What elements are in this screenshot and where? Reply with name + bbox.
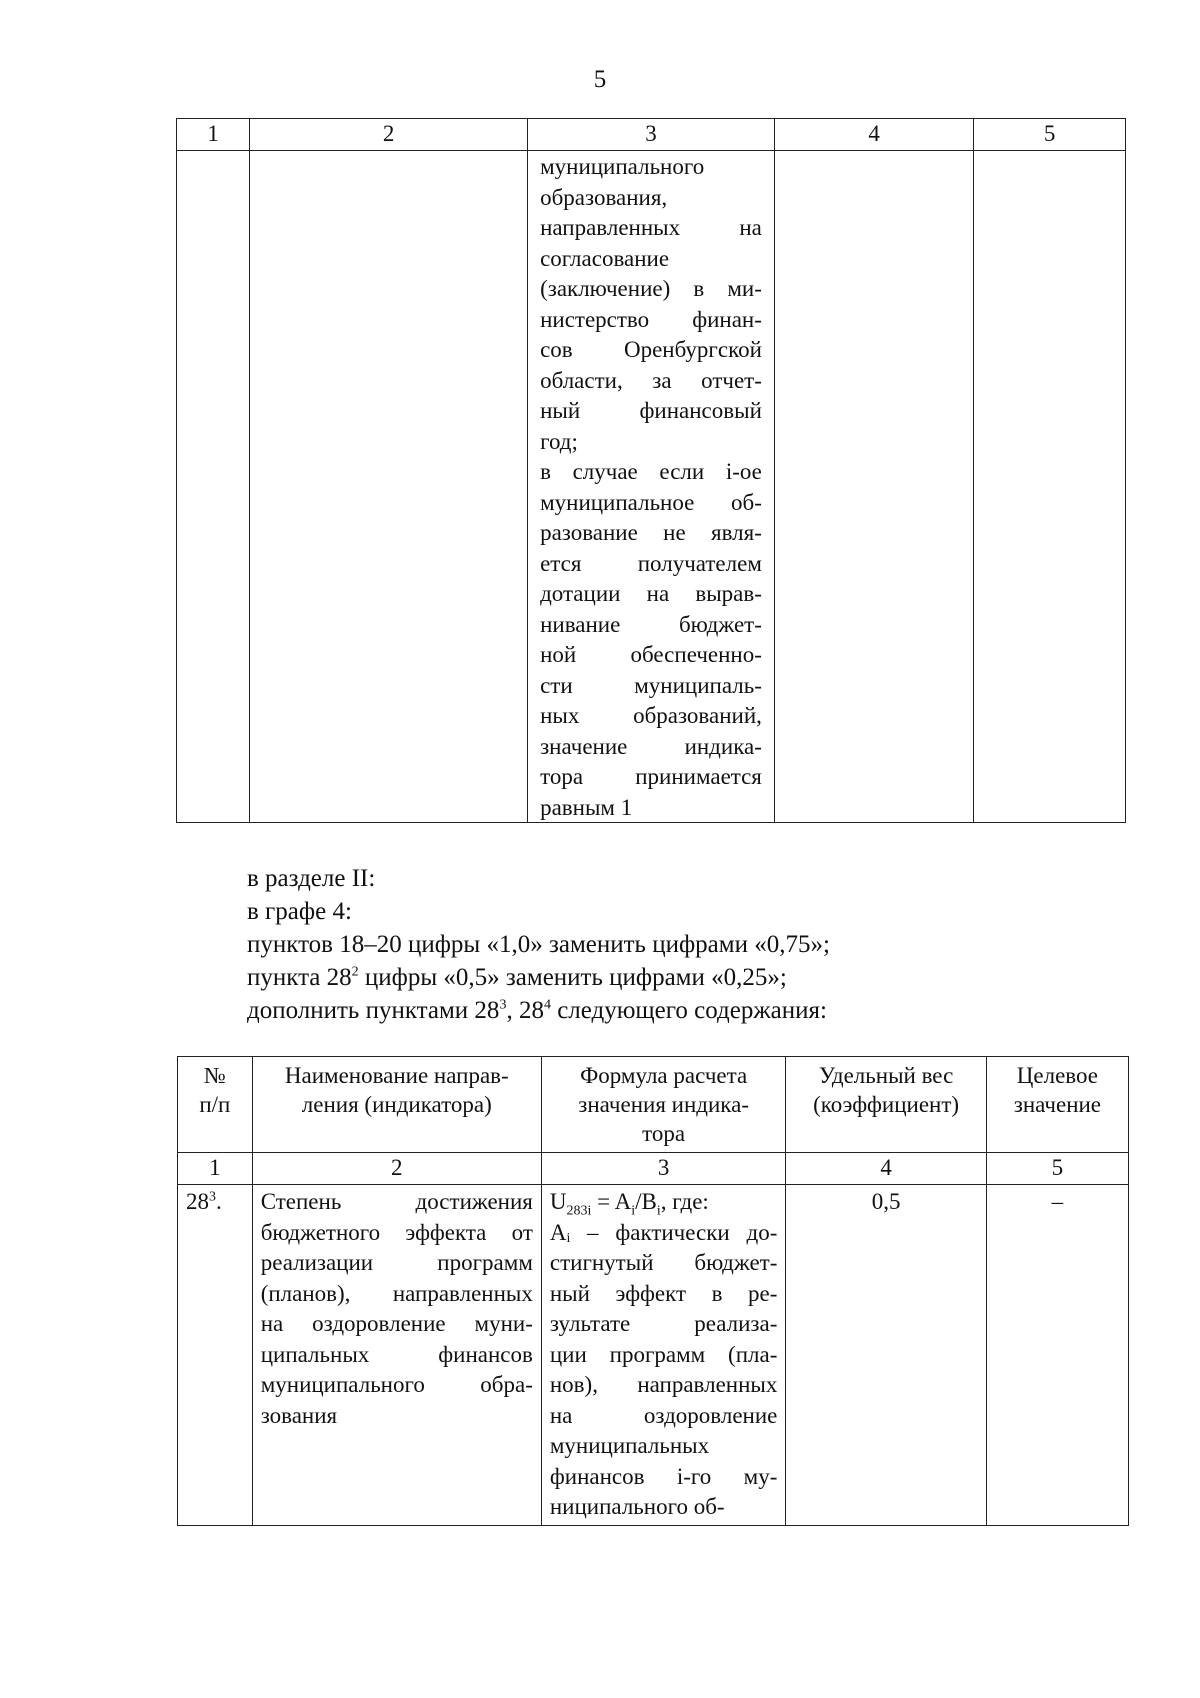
text-line: равным 1 bbox=[540, 794, 633, 820]
formula-sub: 283i bbox=[566, 1203, 592, 1219]
row-target: – bbox=[986, 1185, 1128, 1526]
col-number-1: 1 bbox=[178, 1153, 253, 1185]
col-number-1: 1 bbox=[177, 119, 250, 151]
text-line: в случае если i-ое bbox=[540, 459, 762, 484]
header-target bbox=[986, 1057, 1128, 1153]
text-line: муниципальное об- bbox=[540, 489, 762, 515]
header-target-l1: Целевое bbox=[1016, 1063, 1098, 1088]
text-line: ной обеспеченно- bbox=[540, 642, 762, 667]
text-line: ный финансовый bbox=[540, 398, 762, 423]
amendment-line-5-sup2: 4 bbox=[543, 997, 551, 1013]
text-line: год; bbox=[540, 428, 578, 454]
text-line: ниципального об- bbox=[549, 1494, 725, 1519]
text-line: сов Оренбургской bbox=[540, 337, 762, 362]
text-line: финансов i-го му- bbox=[549, 1463, 778, 1489]
formula-sub-i2: i bbox=[656, 1203, 661, 1219]
text-line: ный эффект в ре- bbox=[549, 1280, 778, 1306]
header-number-l2: п/п bbox=[199, 1092, 231, 1117]
amendment-line-5 bbox=[247, 994, 830, 1027]
table-row bbox=[178, 1185, 1129, 1526]
formula-lead: U bbox=[549, 1189, 567, 1214]
text-line: реализации программ bbox=[260, 1250, 533, 1275]
text-line: (планов), направленных bbox=[260, 1280, 533, 1306]
text-line: ется получателем bbox=[540, 550, 762, 576]
amendment-line-5-sup1: 3 bbox=[499, 997, 507, 1013]
formula-first-line bbox=[550, 1187, 778, 1218]
formula-continuation-text bbox=[528, 151, 774, 822]
text-line: Aᵢ – фактически до- bbox=[549, 1219, 778, 1245]
continued-cell-4 bbox=[774, 151, 973, 823]
column-number-row bbox=[177, 119, 1126, 151]
header-name-l1: Наименование направ- bbox=[284, 1063, 509, 1088]
column-number-row bbox=[178, 1153, 1129, 1185]
text-line: муниципального bbox=[540, 154, 705, 179]
text-line: направленных на bbox=[540, 215, 762, 240]
text-line: (заключение) в ми- bbox=[540, 276, 762, 301]
amendment-line-2: в графе 4: bbox=[247, 898, 352, 925]
text-line: нов), направленных bbox=[549, 1372, 778, 1397]
text-line: ции программ (пла- bbox=[549, 1341, 778, 1367]
row-number-dot: . bbox=[216, 1189, 222, 1214]
row-number bbox=[178, 1185, 253, 1526]
text-line: бюджетного эффекта от bbox=[260, 1219, 533, 1245]
amendment-line-5-pre: дополнить пунктами 28 bbox=[247, 997, 500, 1024]
col-number-3: 3 bbox=[541, 1153, 786, 1185]
amendment-line-5-post: следующего содержания: bbox=[550, 997, 827, 1024]
col-number-4: 4 bbox=[786, 1153, 986, 1185]
amendment-line-3: пунктов 18–20 цифры «1,0» заменить цифрами «0,75»; bbox=[247, 931, 830, 958]
amendment-line-4 bbox=[247, 961, 830, 994]
text-line: образования, bbox=[540, 184, 668, 210]
text-line: разование не явля- bbox=[540, 520, 762, 545]
amendment-line-1: в разделе II: bbox=[247, 865, 376, 892]
page-number: 5 bbox=[593, 66, 607, 93]
header-name bbox=[252, 1057, 541, 1153]
text-line: тора принимается bbox=[540, 764, 762, 789]
formula-tail: , где: bbox=[660, 1189, 709, 1214]
header-weight bbox=[786, 1057, 986, 1153]
header-number bbox=[178, 1057, 253, 1153]
formula-description-text bbox=[550, 1218, 778, 1523]
header-row bbox=[178, 1057, 1129, 1153]
text-line: области, за отчет- bbox=[540, 367, 762, 393]
new-indicator-table bbox=[177, 1056, 1129, 1526]
text-line: нивание бюджет- bbox=[540, 611, 762, 637]
text-line: стигнутый бюджет- bbox=[549, 1250, 778, 1275]
row-number-sup: 3 bbox=[209, 1189, 216, 1205]
text-line: значение индика- bbox=[540, 733, 762, 759]
header-number-l1: № bbox=[203, 1063, 226, 1088]
continued-row bbox=[177, 151, 1126, 823]
continued-formula-cell bbox=[528, 151, 775, 823]
header-formula-l3: тора bbox=[642, 1121, 686, 1146]
row-indicator-name bbox=[252, 1185, 541, 1526]
row-weight: 0,5 bbox=[786, 1185, 986, 1526]
amendment-line-4-pre: пункта 28 bbox=[247, 964, 352, 991]
text-line: зования bbox=[260, 1402, 338, 1428]
indicator-name-text bbox=[261, 1187, 533, 1431]
amendment-line-5-mid: , 28 bbox=[506, 997, 544, 1024]
text-line: сти муниципаль- bbox=[540, 672, 762, 698]
continued-cell-2 bbox=[250, 151, 528, 823]
row-formula bbox=[541, 1185, 786, 1526]
text-line: зультате реализа- bbox=[549, 1311, 778, 1336]
header-weight-l1: Удельный вес bbox=[818, 1063, 954, 1088]
header-name-l2: ления (индикатора) bbox=[301, 1092, 492, 1117]
formula-eq: = A bbox=[591, 1189, 632, 1214]
text-line: на оздоровление bbox=[549, 1402, 778, 1428]
continued-indicator-table bbox=[176, 118, 1126, 823]
header-target-l2: значение bbox=[1013, 1092, 1102, 1117]
text-line: Степень достижения bbox=[260, 1189, 533, 1214]
header-formula-l2: значения индика- bbox=[578, 1092, 749, 1117]
header-formula bbox=[541, 1057, 786, 1153]
text-line: муниципального обра- bbox=[260, 1372, 533, 1397]
header-formula-l1: Формула расчета bbox=[580, 1063, 748, 1088]
text-line: дотации на вырав- bbox=[540, 581, 762, 606]
amendment-text bbox=[247, 862, 830, 1027]
formula-sub-i: i bbox=[631, 1203, 636, 1219]
col-number-2: 2 bbox=[250, 119, 528, 151]
amendment-line-4-sup: 2 bbox=[351, 964, 359, 980]
text-line: ципальных финансов bbox=[260, 1341, 533, 1367]
text-line: на оздоровление муни- bbox=[260, 1311, 533, 1336]
row-number-base: 28 bbox=[186, 1189, 209, 1214]
col-number-5: 5 bbox=[974, 119, 1126, 151]
amendment-line-4-post: цифры «0,5» заменить цифрами «0,25»; bbox=[358, 964, 787, 991]
continued-cell-5 bbox=[974, 151, 1126, 823]
text-line: муниципальных bbox=[549, 1433, 710, 1458]
header-weight-l2: (коэффициент) bbox=[813, 1092, 960, 1117]
col-number-2: 2 bbox=[252, 1153, 541, 1185]
formula-div: /B bbox=[635, 1189, 657, 1214]
continued-cell-1 bbox=[177, 151, 250, 823]
text-line: согласование bbox=[540, 245, 670, 271]
col-number-5: 5 bbox=[986, 1153, 1128, 1185]
col-number-4: 4 bbox=[774, 119, 973, 151]
col-number-3: 3 bbox=[528, 119, 775, 151]
text-line: ных образований, bbox=[540, 703, 762, 728]
text-line: нистерство финан- bbox=[540, 306, 762, 332]
